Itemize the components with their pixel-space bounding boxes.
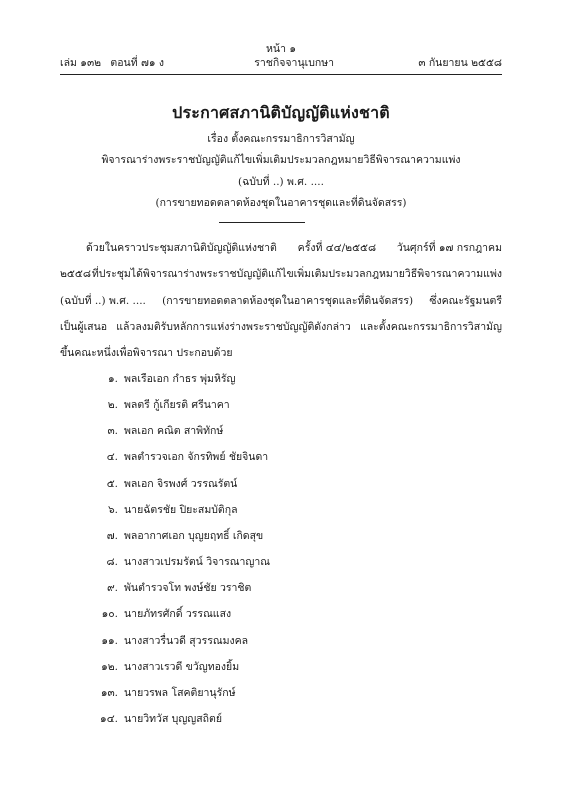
member-name: นางสาวเรวดี ขวัญทองยิ้ม: [124, 661, 240, 673]
item-number: ๓.: [107, 425, 118, 437]
publication-name: ราชกิจจานุเบกษา: [254, 57, 335, 69]
member-name: นางสาวรื่นวดี สุวรรณมงคล: [124, 635, 249, 647]
body-line-4: [60, 318, 502, 335]
list-item: [85, 605, 231, 622]
list-item: [85, 527, 263, 544]
body-line-1: [60, 239, 502, 256]
member-name: พลตรี กู้เกียรติ ศรีนาคา: [124, 399, 230, 411]
list-item: [85, 579, 251, 596]
body-text: ซึ่งคณะรัฐมนตรี: [429, 295, 502, 307]
publication-date: ๓ กันยายน ๒๕๕๘: [418, 57, 502, 69]
member-name: พลเรือเอก กำธร พุ่มหิรัญ: [124, 373, 236, 385]
member-name: นายวรพล โสคติยานุรักษ์: [124, 687, 236, 699]
member-name: นายภัทรศักดิ์ วรรณแสง: [124, 608, 232, 620]
volume-number: เล่ม ๑๓๒: [60, 57, 102, 69]
body-text: ด้วยในคราวประชุมสภานิติบัญญัติแห่งชาติ: [86, 242, 277, 254]
item-number: ๑.: [107, 373, 118, 385]
body-text: เป็นผู้เสนอ: [60, 321, 108, 333]
page-number: หน้า ๑: [266, 43, 296, 55]
subject-line-3: (ฉบับที่ ..) พ.ศ. ....: [238, 176, 324, 188]
list-item: [85, 632, 248, 649]
subject-line-2: พิจารณาร่างพระราชบัญญัติแก้ไขเพิ่มเติมประมวลกฎหมายวิธีพิจารณาความแพ่ง: [101, 154, 461, 166]
body-line-2: [60, 265, 502, 282]
item-number: ๑๐.: [101, 608, 118, 620]
member-name: พลเอก คณิต สาพิทักษ์: [124, 425, 224, 437]
header-left: [60, 54, 170, 71]
item-number: ๕.: [106, 478, 118, 490]
item-number: ๖.: [107, 504, 118, 516]
list-item: [85, 658, 239, 675]
item-number: ๑๑.: [101, 635, 118, 647]
member-name: นายวิทวัส บุญญสถิตย์: [124, 713, 222, 725]
list-item: [85, 710, 222, 727]
list-item: [85, 475, 237, 492]
body-text: (การขายทอดตลาดห้องชุดในอาคารชุดและที่ดินจัดสรร): [162, 295, 414, 307]
item-number: ๔.: [106, 451, 118, 463]
member-name: พลอากาศเอก บุญยฤทธิ์ เกิดสุข: [124, 530, 264, 542]
item-number: ๑๓.: [100, 687, 118, 699]
body-text: แล้วลงมติรับหลักการแห่งร่างพระราชบัญญัติดังกล่าว: [116, 321, 351, 333]
item-number: ๑๒.: [101, 661, 118, 673]
issue-number: ตอนที่ ๗๑ ง: [110, 57, 164, 69]
list-item: [85, 396, 230, 413]
body-line-3: [60, 292, 502, 309]
body-text: และตั้งคณะกรรมาธิการวิสามัญ: [359, 321, 502, 333]
body-text: ที่ประชุมได้พิจารณาร่างพระราชบัญญัติแก้ไขเพิ่มเติมประมวลกฎหมายวิธีพิจารณาความแพ่ง: [91, 268, 502, 280]
member-name: พลเอก จิรพงศ์ วรรณรัตน์: [124, 478, 238, 490]
list-item: [85, 370, 235, 387]
list-item: [85, 684, 236, 701]
item-number: ๑๔.: [100, 713, 118, 725]
body-text: ครั้งที่ ๔๔/๒๕๕๘: [297, 242, 377, 254]
body-text: ขึ้นคณะหนึ่งเพื่อพิจารณา ประกอบด้วย: [60, 347, 233, 359]
item-number: ๙.: [106, 582, 118, 594]
body-text: (ฉบับที่ ..) พ.ศ. ....: [60, 295, 146, 307]
subject-line-4: (การขายทอดตลาดห้องชุดในอาคารชุดและที่ดินจัดสรร): [155, 197, 407, 209]
member-name: นางสาวเปรมรัตน์ วิจารณาญาณ: [124, 556, 270, 568]
item-number: ๗.: [106, 530, 118, 542]
body-text: ๒๕๕๘: [60, 268, 91, 280]
member-name: นายฉัตรชัย ปิยะสมบัติกุล: [124, 504, 238, 516]
item-number: ๘.: [106, 556, 118, 568]
member-name: พันตำรวจโท พงษ์ชัย วราชิต: [124, 582, 252, 594]
list-item: [85, 553, 270, 570]
title-divider: [219, 222, 305, 223]
list-item: [85, 422, 223, 439]
item-number: ๒.: [107, 399, 118, 411]
body-text: วันศุกร์ที่ ๑๗ กรกฎาคม: [396, 242, 502, 254]
subject-line: เรื่อง ตั้งคณะกรรมาธิการวิสามัญ: [207, 133, 355, 145]
body-line-5: [60, 344, 502, 361]
document-title: ประกาศสภานิติบัญญัติแห่งชาติ: [172, 103, 390, 122]
member-name: พลตำรวจเอก จักรทิพย์ ชัยจินดา: [124, 451, 269, 463]
gazette-header: [60, 54, 502, 75]
list-item: [85, 448, 268, 465]
list-item: [85, 501, 238, 518]
